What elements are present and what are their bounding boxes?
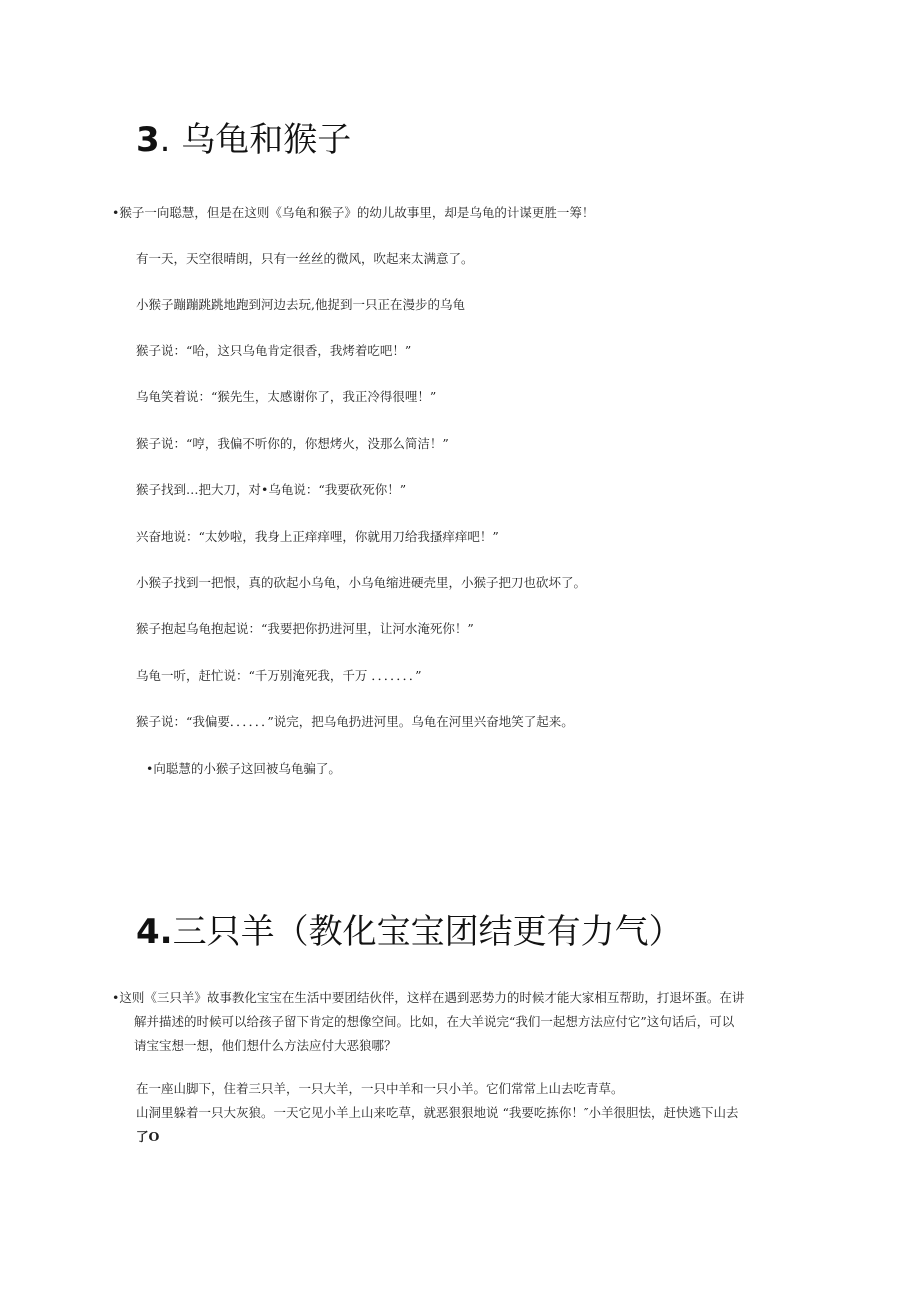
story4-heading-number: 4. bbox=[136, 912, 173, 952]
story4-intro-line: 解并描述的时候可以给孩子留下肯定的想像空间。比如，在大羊说完“我们一起想方法应付它”这句话后，可以 bbox=[134, 1014, 735, 1029]
story4-line: 了O bbox=[136, 1129, 160, 1144]
story3-line: 猴子说：“我偏要．．．．．．”说完，把乌龟扔进河里。乌龟在河里兴奋地笑了起来。 bbox=[136, 714, 574, 729]
story3-line: 猴子说：“哈，这只乌龟肯定很香，我烤着吃吧！” bbox=[136, 343, 412, 358]
story3-line: 乌龟一听，赶忙说：“千万别淹死我，千万 ．．．．．．．” bbox=[136, 668, 422, 683]
story3-line: 有一天，天空很晴朗，只有一丝丝的微风，吹起来太满意了。 bbox=[136, 251, 474, 266]
story4-line: 在一座山脚下，住着三只羊，一只大羊，一只中羊和一只小羊。它们常常上山去吃青草。 bbox=[136, 1081, 624, 1096]
story3-line: 猴子说：“哼，我偏不听你的，你想烤火，没那么简洁！” bbox=[136, 436, 449, 451]
story3-line: 乌龟笑着说：“猴先生，太感谢你了，我正冷得很哩！” bbox=[136, 389, 437, 404]
story4-heading-text: 三只羊（教化宝宝团结更有力气） bbox=[172, 912, 683, 952]
story3-heading-number: 3 bbox=[136, 120, 160, 160]
story3-line: 猴子找到…把大刀，对•乌龟说：“我要砍死你！” bbox=[136, 482, 407, 497]
story3-heading bbox=[136, 120, 351, 160]
story3-line: 小猴子蹦蹦跳跳地跑到河边去玩,他捉到一只正在漫步的乌龟 bbox=[136, 297, 465, 312]
story4-intro-line: •这则《三只羊》故事教化宝宝在生活中要团结伙伴，这样在遇到恶势力的时候才能大家相互帮助，打退坏蛋。在讲 bbox=[112, 990, 745, 1005]
story3-line: 猴子抱起乌龟抱起说：“我要把你扔进河里，让河水淹死你！” bbox=[136, 621, 474, 636]
story3-intro: •猴子一向聪慧，但是在这则《乌龟和猴子》的幼儿故事里，却是乌龟的计谋更胜一筹！ bbox=[112, 205, 595, 220]
story3-line: 兴奋地说：“太妙啦，我身上正痒痒哩，你就用刀给我搔痒痒吧！” bbox=[136, 529, 499, 544]
story3-closing: •向聪慧的小猴子这回被乌龟骗了。 bbox=[146, 761, 341, 776]
story4-line: 山洞里躲着一只大灰狼。一天它见小羊上山来吃草，就恶狠狠地说 “我要吃拣你！″小羊很胆怯，赶快逃下山去 bbox=[136, 1105, 739, 1120]
story3-heading-text: . 乌龟和猴子 bbox=[159, 120, 352, 160]
story4-intro-line: 请宝宝想一想，他们想什么方法应付大恶狼哪？ bbox=[134, 1038, 397, 1053]
story4-heading bbox=[136, 912, 683, 952]
story3-line: 小猴子找到一把恨，真的砍起小乌龟，小乌龟缩进硬壳里，小猴子把刀也砍坏了。 bbox=[136, 575, 587, 590]
